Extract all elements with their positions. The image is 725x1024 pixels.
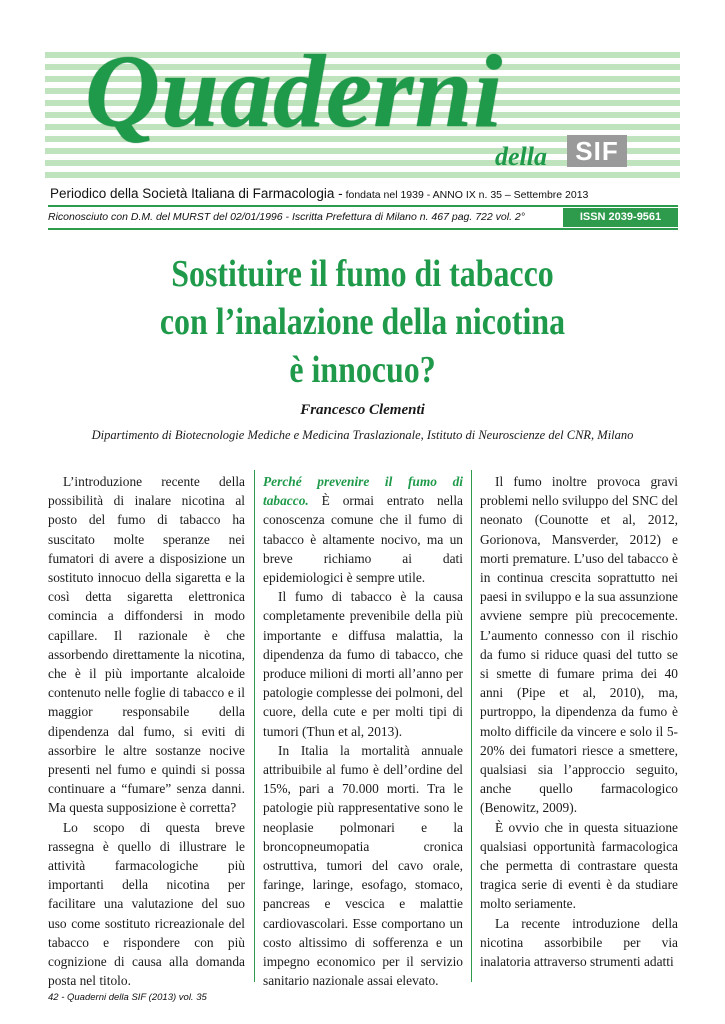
article-author: Francesco Clementi <box>300 402 425 418</box>
journal-issue: fondata nel 1939 - ANNO IX n. 35 – Settembre 2013 <box>342 189 589 201</box>
journal-name: Periodico della Società Italiana di Farmacologia - <box>50 186 343 201</box>
page-footer: 42 - Quaderni della SIF (2013) vol. 35 <box>48 992 207 1003</box>
column-1 <box>48 472 245 990</box>
logo-della: della <box>495 142 547 171</box>
paragraph: È ovvio che in questa situazione qualsiasi opportunità farmacologica che permetta di contrastare questa tragica serie di eventi è da studiare molto seriamente. <box>480 819 678 912</box>
column-3 <box>480 472 678 971</box>
header-rule-top <box>48 205 678 207</box>
masthead <box>45 34 680 184</box>
title-line-1: Sostituire il fumo di tabacco <box>171 253 554 295</box>
journal-description <box>50 186 676 201</box>
issn-badge: ISSN 2039-9561 <box>563 208 678 227</box>
paragraph: L’introduzione recente della possibilità di inalare nicotina al posto del fumo di tabacco ha suscitato molte speranze nei fumatori di avere a disposizione un sostituto innocuo della sigaretta e la così detta sigaretta elettronica comincia a diffondersi in modo capillare. Il razionale è che assorbendo direttamente la nicotina, che è il più importante alcaloide contenuto nelle foglie di tabacco e il maggior responsabile della dipendenza dal fumo, si eviti di assorbire le altre sostanze nocive presenti nel fumo e quindi si possa continuare a “fumare” senza danni. Ma questa supposizione è corretta? <box>48 474 245 816</box>
author-affiliation: Dipartimento di Biotecnologie Mediche e Medicina Traslazionale, Istituto di Neuroscienze del CNR, Milano <box>91 428 634 442</box>
title-line-3: è innocuo? <box>289 349 436 391</box>
registration-note: Riconosciuto con D.M. del MURST del 02/01/1996 - Iscritta Prefettura di Milano n. 467 pag. 722 vol. 2° <box>48 211 525 223</box>
column-divider-2 <box>471 470 472 982</box>
header-rule-bottom <box>48 228 678 230</box>
column-divider-1 <box>254 470 255 982</box>
logo-title: Quaderni <box>85 34 504 149</box>
paragraph: Il fumo inoltre provoca gravi problemi nello sviluppo del SNC del neonato (Counotte et al, 2012, Gorionova, Mansverder, 2012) e morti premature. L’uso del tabacco è in continua crescita soprattutto nei paesi in sviluppo e la sua assunzione avviene sempre più precocemente. L’aumento connesso con il rischio da fumo si riduce quasi del tutto se si smette di fumare prima dei 40 anni (Pipe et al, 2010), ma, purtroppo, la dipendenza da fumo è molto difficile da vincere e solo il 5-20% dei fumatori riesce a smettere, qualsiasi sia l’approccio seguito, anche quello farmacologico (Benowitz, 2009). <box>480 474 678 816</box>
paragraph: Lo scopo di questa breve rassegna è quello di illustrare le attività farmacologiche più importanti della nicotina per facilitare una valutazione del suo uso come sostituto ricreazionale del tabacco e rispondere con più cognizione di causa alla domanda posta nel titolo. <box>48 819 245 989</box>
paragraph: In Italia la mortalità annuale attribuibile al fumo è dell’ordine del 15%, pari a 70.000 morti. Tra le patologie più rappresentative sono le neoplasie polmonari e la broncopneumopatia cronica ostruttiva, tumori del cavo orale, faringe, laringe, esofago, stomaco, pancreas e vescica e malattie cardiovascolari. Esse comportano un costo altissimo di sofferenza e un impegno economico per il servizio sanitario nazionale assai elevato. <box>263 742 463 989</box>
paragraph <box>263 472 463 587</box>
paragraph: La recente introduzione della nicotina assorbibile per via inalatoria attraverso strumenti adatti <box>480 915 678 970</box>
section-heading: Perché prevenire il fumo di tabacco. <box>263 474 463 509</box>
paragraph-text: È ormai entrato nella conoscenza comune che il fumo di tabacco è altamente nocivo, ma un breve richiamo ai dati epidemiologici è sempre utile. <box>263 493 463 586</box>
title-line-2: con l’inalazione della nicotina <box>159 301 566 343</box>
paragraph: Il fumo di tabacco è la causa completamente prevenibile della più importante e diffusa malattia, la dipendenza da fumo di tabacco, che produce milioni di morti all’anno per patologie complesse dei polmoni, del cuore, della cute e per molti tipi di tumori (Thun et al, 2013). <box>263 589 463 739</box>
column-2 <box>263 472 463 990</box>
article-title <box>92 250 634 394</box>
sif-logo: SIF <box>567 135 627 167</box>
